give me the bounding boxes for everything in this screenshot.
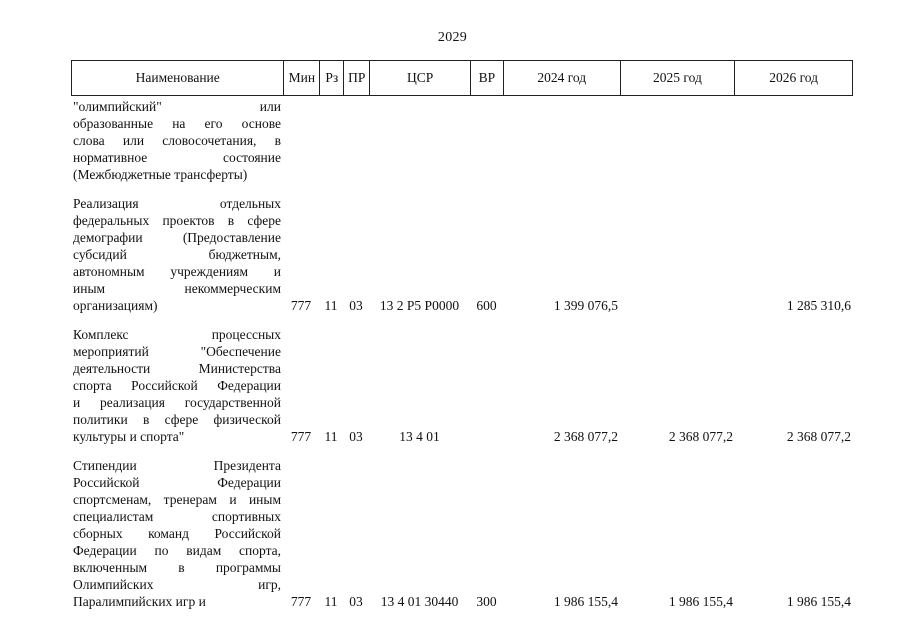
cell-vr: 300 bbox=[476, 594, 497, 609]
cell-name bbox=[71, 326, 283, 445]
cell-csr: 13 4 01 bbox=[399, 429, 440, 444]
cell-2024: 1 399 076,5 bbox=[553, 298, 618, 313]
cell-vr bbox=[470, 428, 503, 445]
cell-vr bbox=[470, 166, 503, 183]
header-min: Мин bbox=[283, 61, 319, 95]
name-line: Комплекс процессных bbox=[73, 327, 281, 342]
cell-name bbox=[71, 457, 283, 610]
name-line: Паралимпийских игр и bbox=[73, 594, 206, 609]
name-line: сборных команд Российской bbox=[73, 526, 281, 541]
name-line: Федерации по видам спорта, bbox=[73, 543, 281, 558]
cell-pr: 03 bbox=[349, 429, 363, 444]
name-line: федеральных проектов в сфере bbox=[73, 213, 281, 228]
cell-csr: 13 2 P5 P0000 bbox=[379, 298, 460, 313]
header-rz: Рз bbox=[319, 61, 343, 95]
name-line: организациям) bbox=[73, 298, 158, 313]
name-line: спорта Российской Федерации bbox=[73, 378, 281, 393]
cell-2025: 1 986 155,4 bbox=[668, 594, 733, 609]
header-name: Наименование bbox=[135, 70, 220, 85]
table-header bbox=[71, 60, 853, 96]
name-line: и реализация государственной bbox=[73, 395, 281, 410]
cell-csr: 13 4 01 30440 bbox=[380, 594, 459, 609]
name-line: "олимпийский" или bbox=[73, 99, 281, 114]
name-line: деятельности Министерства bbox=[73, 361, 281, 376]
header-csr: ЦСР bbox=[369, 61, 470, 95]
name-line: образованные на его основе bbox=[73, 116, 281, 131]
cell-2026: 1 986 155,4 bbox=[786, 594, 851, 609]
name-line: специалистам спортивных bbox=[73, 509, 281, 524]
name-line: Стипендии Президента bbox=[73, 458, 281, 473]
cell-name bbox=[71, 195, 283, 314]
cell-pr: 03 bbox=[349, 298, 363, 313]
name-line: слова или словосочетания, в bbox=[73, 133, 281, 148]
table-row bbox=[71, 98, 853, 183]
cell-rz: 11 bbox=[324, 298, 338, 313]
name-line: (Межбюджетные трансферты) bbox=[73, 167, 248, 182]
cell-rz: 11 bbox=[324, 429, 338, 444]
cell-2024 bbox=[503, 166, 620, 183]
cell-csr bbox=[369, 166, 470, 183]
cell-2026 bbox=[735, 166, 853, 183]
cell-2025 bbox=[620, 297, 735, 314]
cell-2026: 2 368 077,2 bbox=[786, 429, 851, 444]
table-body bbox=[71, 98, 853, 610]
name-line: политики в сфере физической bbox=[73, 412, 281, 427]
cell-rz: 11 bbox=[324, 594, 338, 609]
header-2026: 2026 год bbox=[734, 61, 852, 95]
cell-2024: 1 986 155,4 bbox=[553, 594, 618, 609]
cell-min: 777 bbox=[290, 298, 312, 313]
cell-2025: 2 368 077,2 bbox=[668, 429, 733, 444]
name-line: Олимпийских игр, bbox=[73, 577, 281, 592]
table-row bbox=[71, 195, 853, 314]
name-line: автономным учреждениям и bbox=[73, 264, 281, 279]
name-line: спортсменам, тренерам и иным bbox=[73, 492, 281, 507]
page-number: 2029 bbox=[437, 30, 468, 45]
name-line: демографии (Предоставление bbox=[73, 230, 281, 245]
header-2025: 2025 год bbox=[620, 61, 735, 95]
cell-name bbox=[71, 98, 283, 183]
cell-2024: 2 368 077,2 bbox=[553, 429, 618, 444]
cell-min bbox=[283, 166, 319, 183]
header-pr: ПР bbox=[343, 61, 369, 95]
header-vr: ВР bbox=[470, 61, 503, 95]
cell-2026: 1 285 310,6 bbox=[786, 298, 851, 313]
header-2024: 2024 год bbox=[503, 61, 620, 95]
cell-pr bbox=[343, 166, 369, 183]
name-line: Реализация отдельных bbox=[73, 196, 281, 211]
cell-vr: 600 bbox=[476, 298, 497, 313]
budget-table bbox=[71, 60, 853, 610]
name-line: Российской Федерации bbox=[73, 475, 281, 490]
table-row bbox=[71, 326, 853, 445]
cell-rz bbox=[319, 166, 343, 183]
name-line: культуры и спорта" bbox=[73, 429, 185, 444]
cell-min: 777 bbox=[290, 429, 312, 444]
name-line: нормативное состояние bbox=[73, 150, 281, 165]
name-line: мероприятий "Обеспечение bbox=[73, 344, 281, 359]
cell-pr: 03 bbox=[349, 594, 363, 609]
cell-2025 bbox=[620, 166, 735, 183]
name-line: иным некоммерческим bbox=[73, 281, 281, 296]
name-line: субсидий бюджетным, bbox=[73, 247, 281, 262]
table-row bbox=[71, 457, 853, 610]
name-line: включенным в программы bbox=[73, 560, 281, 575]
cell-min: 777 bbox=[290, 594, 312, 609]
